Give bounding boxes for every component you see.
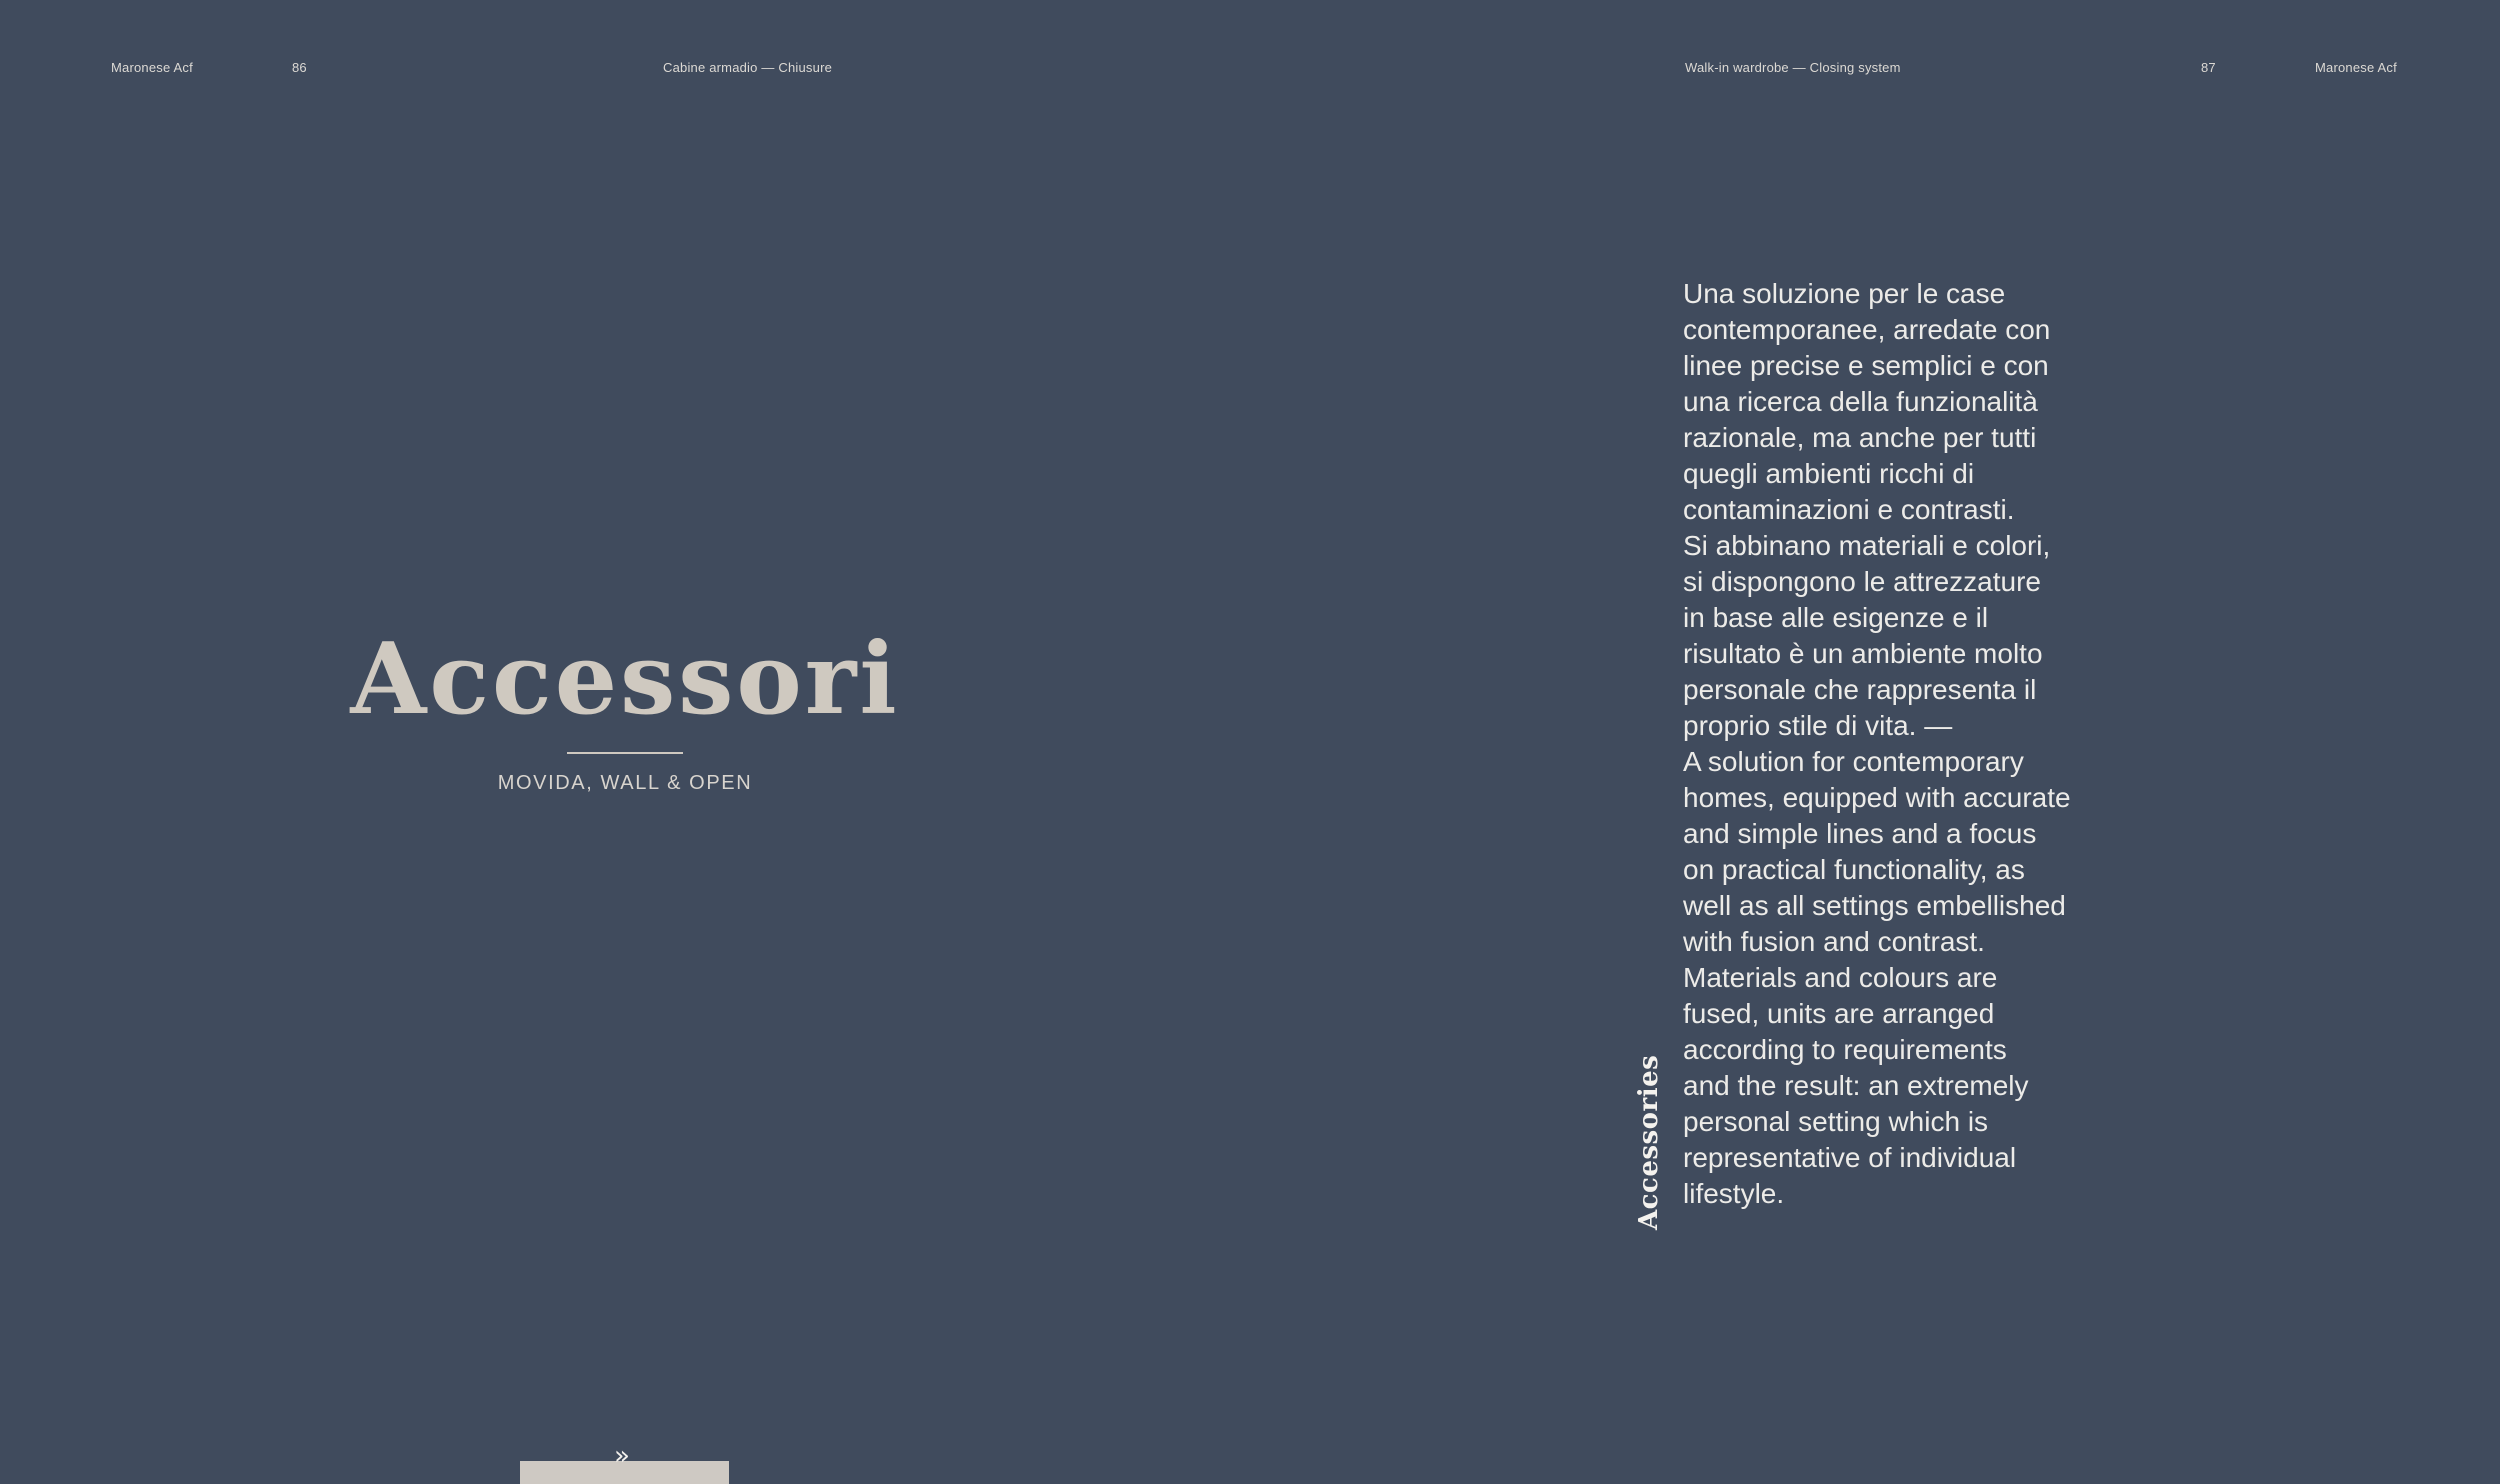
- body-text-column: [1683, 276, 2243, 1212]
- body-text-line: risultato è un ambiente molto: [1683, 638, 2043, 669]
- page-number-left: 86: [292, 60, 307, 75]
- body-text-line: una ricerca della funzionalità: [1683, 386, 2038, 417]
- body-text-line: representative of individual: [1683, 1142, 2017, 1173]
- body-text-line: fused, units are arranged: [1683, 998, 1995, 1029]
- body-text-line: personale che rappresenta il: [1683, 674, 2037, 705]
- header-brand-right: Maronese Acf: [2315, 60, 2397, 75]
- body-text-line: personal setting which is: [1683, 1106, 1989, 1137]
- body-text-line: A solution for contemporary: [1683, 746, 2024, 777]
- page-title: Accessori: [350, 622, 900, 737]
- double-chevron-right-icon[interactable]: »: [614, 1441, 630, 1471]
- body-text-line: razionale, ma anche per tutti: [1683, 422, 2037, 453]
- body-text-line: homes, equipped with accurate: [1683, 782, 2071, 813]
- body-text-line: with fusion and contrast.: [1683, 926, 1985, 957]
- page-number-right: 87: [2201, 60, 2216, 75]
- body-text-line: lifestyle.: [1683, 1178, 1785, 1209]
- body-text-line: and the result: an extremely: [1683, 1070, 2029, 1101]
- body-text-line: well as all settings embellished: [1683, 890, 2066, 921]
- body-text-line: on practical functionality, as: [1683, 854, 2025, 885]
- body-text-line: according to requirements: [1683, 1034, 2007, 1065]
- section-title-italian: Cabine armadio — Chiusure: [663, 60, 833, 75]
- body-text-line: Una soluzione per le case: [1683, 278, 2006, 309]
- body-text-line: Materials and colours are: [1683, 962, 1998, 993]
- body-text-line: quegli ambienti ricchi di: [1683, 458, 1975, 489]
- page-subtitle: MOVIDA, WALL & OPEN: [497, 772, 753, 794]
- vertical-section-label: Accessories: [1634, 1054, 1664, 1230]
- body-text-line: Si abbinano materiali e colori,: [1683, 530, 2051, 561]
- body-text-line: si dispongono le attrezzature: [1683, 566, 2041, 597]
- body-text-line: contaminazioni e contrasti.: [1683, 494, 2015, 525]
- body-text-line: proprio stile di vita. —: [1683, 710, 1953, 741]
- left-page-title-block: [325, 620, 925, 796]
- body-text-line: in base alle esigenze e il: [1683, 602, 1989, 633]
- header-brand-left: Maronese Acf: [111, 60, 193, 75]
- section-title-english: Walk-in wardrobe — Closing system: [1685, 60, 1901, 75]
- body-text-line: contemporanee, arredate con: [1683, 314, 2051, 345]
- body-text-line: and simple lines and a focus: [1683, 818, 2037, 849]
- title-divider: [567, 752, 683, 754]
- body-text-line: linee precise e semplici e con: [1683, 350, 2049, 381]
